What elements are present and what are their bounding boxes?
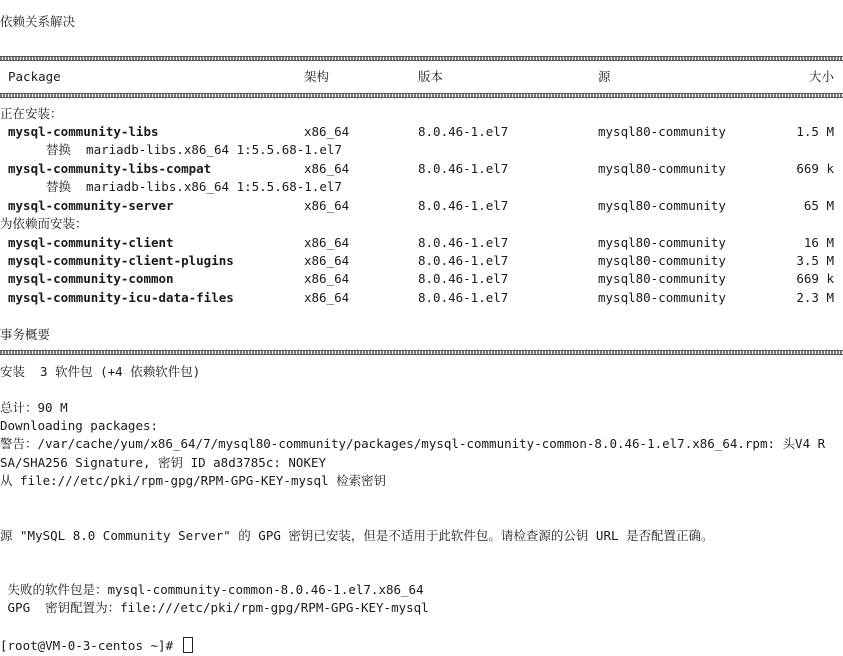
package-name: mysql-community-client-plugins [8,253,234,268]
shell-prompt[interactable] [0,637,193,654]
text-cursor [183,637,193,653]
separator-summary [0,350,843,355]
header-size: 大小 [808,69,834,84]
package-repo: mysql80-community [598,290,726,305]
package-repo: mysql80-community [598,161,726,176]
package-arch: x86_64 [304,271,350,286]
package-repo: mysql80-community [598,235,726,250]
replaces-line: 替换 mariadb-libs.x86_64 1:5.5.68-1.el7 [46,142,342,157]
package-version: 8.0.46-1.el7 [418,124,509,139]
package-version: 8.0.46-1.el7 [418,235,509,250]
warning-line-2: SA/SHA256 Signature, 密钥 ID a8d3785c: NOKEY [0,455,327,470]
package-version: 8.0.46-1.el7 [418,198,509,213]
separator-header [0,93,843,98]
package-repo: mysql80-community [598,253,726,268]
package-size: 2.3 M [796,290,834,305]
dependency-label: 为依赖而安装： [0,216,88,231]
package-repo: mysql80-community [598,198,726,213]
package-name: mysql-community-libs-compat [8,161,212,176]
package-arch: x86_64 [304,290,350,305]
package-arch: x86_64 [304,253,350,268]
package-arch: x86_64 [304,124,350,139]
package-size: 65 M [803,198,834,213]
warning-line-1: 警告：/var/cache/yum/x86_64/7/mysql80-community/packages/mysql-community-common-8.0.46-1.el7.x86_64.rpm: 头V4 R [0,436,826,451]
package-arch: x86_64 [304,198,350,213]
failed-package-line: 失败的软件包是：mysql-community-common-8.0.46-1.el7.x86_64 [0,582,424,597]
package-arch: x86_64 [304,161,350,176]
package-arch: x86_64 [304,235,350,250]
package-size: 1.5 M [796,124,834,139]
package-name: mysql-community-libs [8,124,159,139]
install-summary: 安装 3 软件包 (+4 依赖软件包) [0,364,201,379]
package-repo: mysql80-community [598,271,726,286]
total-size: 总计：90 M [0,400,68,415]
gpg-config-line: GPG 密钥配置为：file:///etc/pki/rpm-gpg/RPM-GPG-KEY-mysql [0,600,429,615]
header-version: 版本 [418,69,444,84]
package-name: mysql-community-common [8,271,174,286]
package-version: 8.0.46-1.el7 [418,161,509,176]
header-package: Package [8,69,61,84]
summary-title: 事务概要 [0,327,51,342]
downloading-line: Downloading packages: [0,418,159,433]
installing-label: 正在安装： [0,106,63,121]
separator-top [0,56,843,61]
package-size: 16 M [803,235,834,250]
replaces-line: 替换 mariadb-libs.x86_64 1:5.5.68-1.el7 [46,179,342,194]
prompt-text: [root@VM-0-3-centos ~]# [0,638,181,653]
package-name: mysql-community-client [8,235,174,250]
package-repo: mysql80-community [598,124,726,139]
package-version: 8.0.46-1.el7 [418,253,509,268]
gpg-error-line: 源 "MySQL 8.0 Community Server" 的 GPG 密钥已安装，但是不适用于此软件包。请检查源的公钥 URL 是否配置正确。 [0,528,714,543]
section-title: 依赖关系解决 [0,14,76,29]
package-size: 3.5 M [796,253,834,268]
package-size: 669 k [796,161,834,176]
package-size: 669 k [796,271,834,286]
header-arch: 架构 [304,69,330,84]
header-repo: 源 [598,69,611,84]
package-version: 8.0.46-1.el7 [418,271,509,286]
package-name: mysql-community-server [8,198,174,213]
package-name: mysql-community-icu-data-files [8,290,234,305]
key-retrieve-line: 从 file:///etc/pki/rpm-gpg/RPM-GPG-KEY-mysql 检索密钥 [0,473,387,488]
package-version: 8.0.46-1.el7 [418,290,509,305]
